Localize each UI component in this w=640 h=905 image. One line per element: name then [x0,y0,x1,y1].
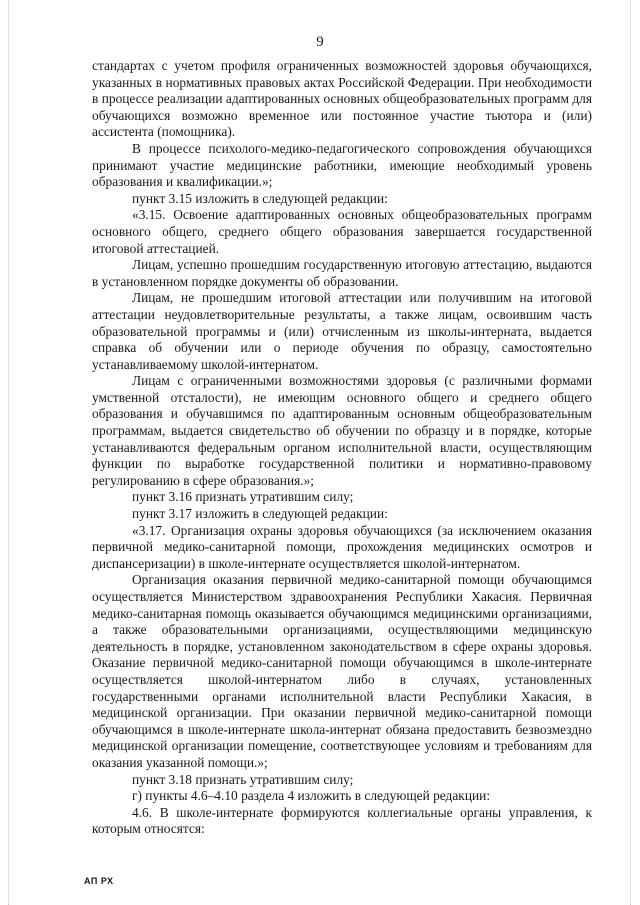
page-number: 9 [316,34,324,50]
paragraph: Лицам, не прошедшим итоговой аттестации или получившим на итоговой аттестации неудовлетворительные результаты, а также лицам, освоившим часть образовательной программы и (или) отчисленным из школы-интерната, выдается справка об обучении или о периоде обучения по образцу, самостоятельно устанавливаемому школой-интернатом. [92,290,592,372]
scan-edge-left [8,0,10,905]
paragraph: Организация оказания первичной медико-санитарной помощи обучающимся осуществляется Министерством здравоохранения Республики Хакасия. Первичная медико-санитарная помощь оказывается обучающимся медицинскими организациями, а также образовательными организациями, осуществляющими медицинскую деятельность в порядке, установленном законодательством в сфере охраны здоровья. Оказание первичной медико-санитарной помощи обучающимся в школе-интернате осуществляется школой-интернатом либо в случаях, установленных государственными органами исполнительной власти Республики Хакасия, в медицинской организации. При оказании первичной медико-санитарной помощи обучающимся в школе-интернате школа-интернат обязана предоставить безвозмездно медицинской организации помещение, соответствующее условиям и требованиям для оказания указанной помощи.»; [92,572,592,770]
scan-edge-right [630,0,632,905]
paragraph: Лицам с ограниченными возможностями здоровья (с различными формами умственной отсталости), не имеющим основного общего и среднего общего образования и обучавшимся по адаптированным основным общеобразовательным программам, выдается свидетельство об обучении по образцу и в порядке, которые устанавливаются федеральным органом исполнительной власти, осуществляющим функции по выработке государственной политики и нормативно-правовому регулированию в сфере образования.»; [92,373,592,488]
paragraph-clause-3-15: «3.15. Освоение адаптированных основных общеобразовательных программ основного общего, среднего общего образования завершается государственной итоговой аттестацией. [92,207,592,256]
paragraph-instruction: г) пункты 4.6–4.10 раздела 4 изложить в следующей редакции: [132,788,491,804]
paragraph-clause-3-17: «3.17. Организация охраны здоровья обучающихся (за исключением оказания первичной медико-санитарной помощи, прохождения медицинских осмотров и диспансеризации) в школе-интернате осуществляется школой-интернатом. [92,522,592,571]
paragraph-instruction: пункт 3.18 признать утратившим силу; [132,771,354,787]
paragraph-instruction: пункт 3.15 изложить в следующей редакции: [132,190,388,206]
paragraph-instruction: пункт 3.16 признать утратившим силу; [132,489,354,505]
footer-mark: АП РХ [84,876,114,886]
paragraph-instruction: пункт 3.17 изложить в следующей редакции: [132,506,388,522]
paragraph-continuation: стандартах с учетом профиля ограниченных возможностей здоровья обучающихся, указанных в нормативных правовых актах Российской Федерации. При необходимости в процессе реализации адаптированных основных общеобразовательных программ для обучающихся возможно временное или постоянное участие тьютора и (или) ассистента (помощника). [92,58,592,140]
paragraph: Лицам, успешно прошедшим государственную итоговую аттестацию, выдаются в установленном порядке документы об образовании. [92,257,592,289]
paragraph: В процессе психолого-медико-педагогического сопровождения обучающихся принимают участие медицинские работники, имеющие необходимый уровень образования и квалификации.»; [92,140,592,190]
paragraph-clause-4-6: 4.6. В школе-интернате формируются коллегиальные органы управления, к которым относятся: [92,804,592,837]
document-body [92,58,592,838]
